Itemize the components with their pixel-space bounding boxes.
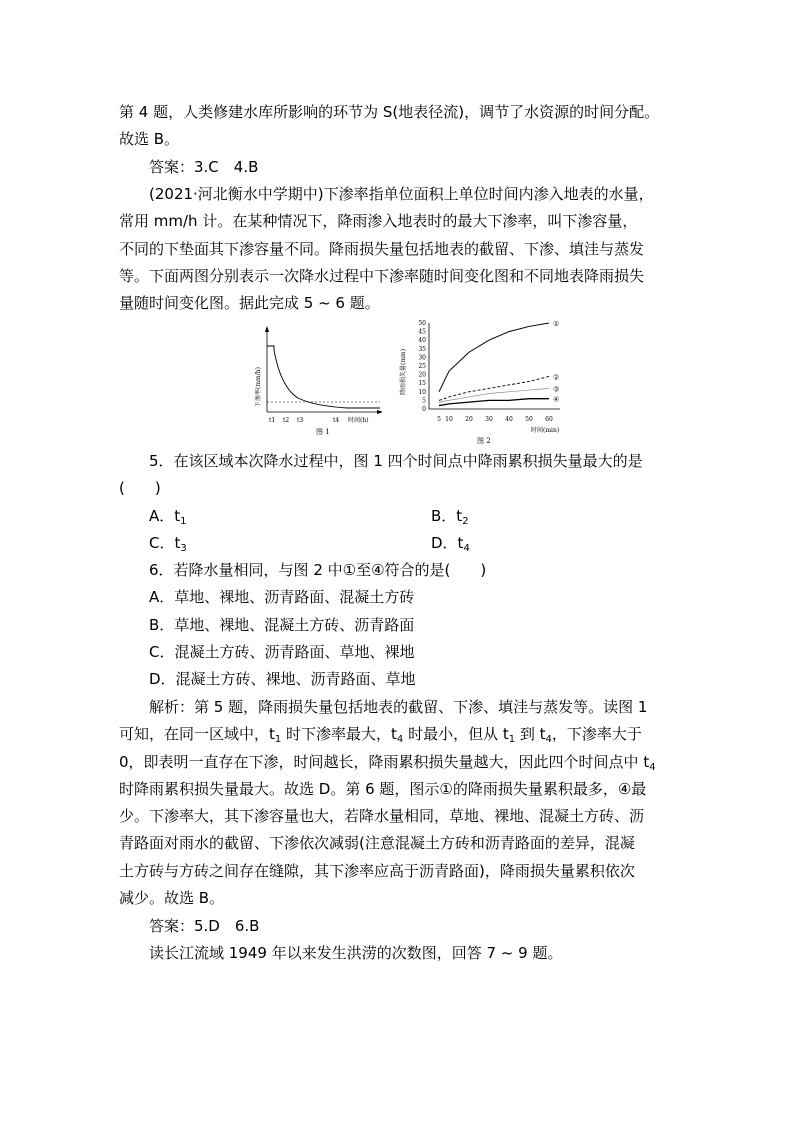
- answer-3-4: [119, 154, 677, 181]
- figure-1: [252, 322, 392, 447]
- fig1-tick-t3: t3: [297, 417, 304, 424]
- fig2-xtick-label: 10: [445, 416, 453, 423]
- fig2-ytick-label: 40: [418, 337, 426, 345]
- fig2-xtick-label: 40: [505, 416, 513, 423]
- fig2-xlabel: 时间(min): [531, 427, 560, 434]
- fig2-ytick-label: 45: [418, 328, 426, 336]
- intro-paragraph: [119, 99, 677, 154]
- intro-line: 故选 B。: [119, 130, 180, 149]
- question-6: [119, 557, 677, 693]
- figure-2: [395, 315, 585, 450]
- fig1-curve: [267, 346, 380, 408]
- passage-paragraph: [119, 181, 677, 317]
- analysis-line: 减少。故选 B。: [119, 889, 225, 908]
- analysis-line: 时降雨累积损失量最大。故选 D。第 6 题，图示①的降雨损失量累积最多，④最: [119, 779, 647, 798]
- analysis-line: 解析：第 5 题，降雨损失量包括地表的截留、下渗、填洼与蒸发等。读图 1: [149, 698, 648, 716]
- fig1-tick-t1: t1: [269, 417, 276, 424]
- fig2-ytick-label: 20: [418, 371, 426, 379]
- fig2-ytick-label: 10: [418, 388, 426, 396]
- q6-option-b[interactable]: B．草地、裸地、混凝土方砖、沥青路面: [149, 615, 415, 634]
- fig2-xtick-label: 20: [465, 416, 473, 423]
- fig2-series-line: [439, 376, 549, 400]
- fig1-tick-t4: t4: [333, 417, 340, 424]
- analysis-line: 土方砖与方砖之间存在缝隙，其下渗率应高于沥青路面)，降雨损失量累积依次: [119, 861, 635, 880]
- fig2-series-label: ①: [553, 320, 560, 328]
- fig2-ytick-label: 50: [418, 320, 426, 327]
- analysis-line: 可知，在同一区域中，$t_1$ 时下渗率最大，$t_4$ 时最小，但从 $t_1$ 到 $t_4$，下渗率大于: [119, 725, 642, 746]
- fig1-xlabel: 时间(h): [348, 417, 369, 424]
- q6-option-d[interactable]: D．混凝土方砖、裸地、沥青路面、草地: [149, 670, 416, 689]
- fig2-xtick-label: 60: [545, 416, 553, 423]
- fig2-series-line: [439, 399, 549, 406]
- analysis-paragraph: [119, 694, 677, 912]
- q5-stem: 5．在该区域本次降水过程中，图 1 四个时间点中降雨累积损失量最大的是: [149, 452, 643, 470]
- fig2-series-label: ②: [553, 373, 560, 382]
- fig2-xtick-label: 5: [437, 416, 441, 423]
- fig1-tick-t2: t2: [283, 417, 290, 424]
- q6-option-a[interactable]: A．草地、裸地、沥青路面、混凝土方砖: [149, 588, 415, 607]
- intro-line: 第 4 题，人类修建水库所影响的环节为 S(地表径流)，调节了水资源的时间分配。: [119, 103, 660, 121]
- fig2-ytick-label: 0: [422, 406, 426, 413]
- q5-option-c[interactable]: C．$t_3$: [149, 534, 187, 554]
- q6-option-c[interactable]: C．混凝土方砖、沥青路面、草地、裸地: [149, 642, 415, 661]
- passage-line: 量随时间变化图。据此完成 5 ~ 6 题。: [119, 294, 380, 313]
- fig1-ylabel: 下渗率(mm/h): [255, 367, 262, 407]
- passage-line: 不同的下垫面其下渗容量不同。降雨损失量包括地表的截留、下渗、填洼与蒸发: [119, 239, 645, 258]
- fig2-ytick-label: 25: [418, 363, 426, 370]
- q5-bracket: ( ): [119, 479, 161, 498]
- fig2-series-line: [439, 323, 549, 392]
- fig2-ylabel: 降雨损失量(mm): [400, 348, 407, 395]
- fig1-caption: 图 1: [316, 428, 330, 436]
- answer-text: 答案：3.C 4.B: [149, 158, 259, 176]
- q6-stem: 6．若降水量相同，与图 2 中①至④符合的是( ): [149, 561, 487, 579]
- passage-line: 常用 mm/h 计。在某种情况下，降雨渗入地表时的最大下渗率，叫下渗容量，: [119, 212, 638, 231]
- passage-line: (2021·河北衡水中学期中)下渗率指单位面积上单位时间内渗入地表的水量，: [149, 185, 654, 203]
- analysis-line: 少。下渗率大，其下渗容量也大，若降水量相同，草地、裸地、混凝土方砖、沥: [119, 807, 645, 826]
- answer-text: 答案：5.D 6.B: [149, 917, 260, 935]
- question-5: [119, 448, 677, 503]
- analysis-line: 青路面对雨水的截留、下渗依次减弱(注意混凝土方砖和沥青路面的差异，混凝: [119, 834, 635, 853]
- fig2-xtick-label: 50: [525, 416, 533, 423]
- fig2-ytick-label: 5: [422, 397, 426, 405]
- q5-option-d[interactable]: D．$t_4$: [431, 534, 470, 554]
- fig2-xtick-label: 30: [485, 416, 493, 423]
- answer-5-6: [119, 913, 677, 940]
- fig2-ytick-label: 30: [418, 354, 426, 362]
- fig2-series-label: ④: [553, 395, 560, 404]
- passage-line: 等。下面两图分别表示一次降水过程中下渗率随时间变化图和不同地表降雨损失: [119, 266, 645, 285]
- fig1-x-arrow: [377, 410, 383, 414]
- fig2-ytick-label: 35: [418, 345, 426, 353]
- next-passage-text: 读长江流域 1949 年以来发生洪涝的次数图，回答 7 ~ 9 题。: [149, 944, 563, 962]
- q5-option-a[interactable]: A．$t_1$: [149, 507, 187, 527]
- fig2-caption: 图 2: [477, 437, 491, 445]
- fig1-y-arrow: [265, 326, 269, 332]
- analysis-line: 0，即表明一直存在下渗，时间越长，降雨累积损失量越大，因此四个时间点中 $t_4$: [119, 752, 656, 773]
- fig2-series-label: ③: [553, 385, 560, 394]
- fig2-ytick-label: 15: [418, 380, 426, 388]
- q5-option-b[interactable]: B．$t_2$: [431, 507, 469, 527]
- next-passage: [119, 940, 677, 967]
